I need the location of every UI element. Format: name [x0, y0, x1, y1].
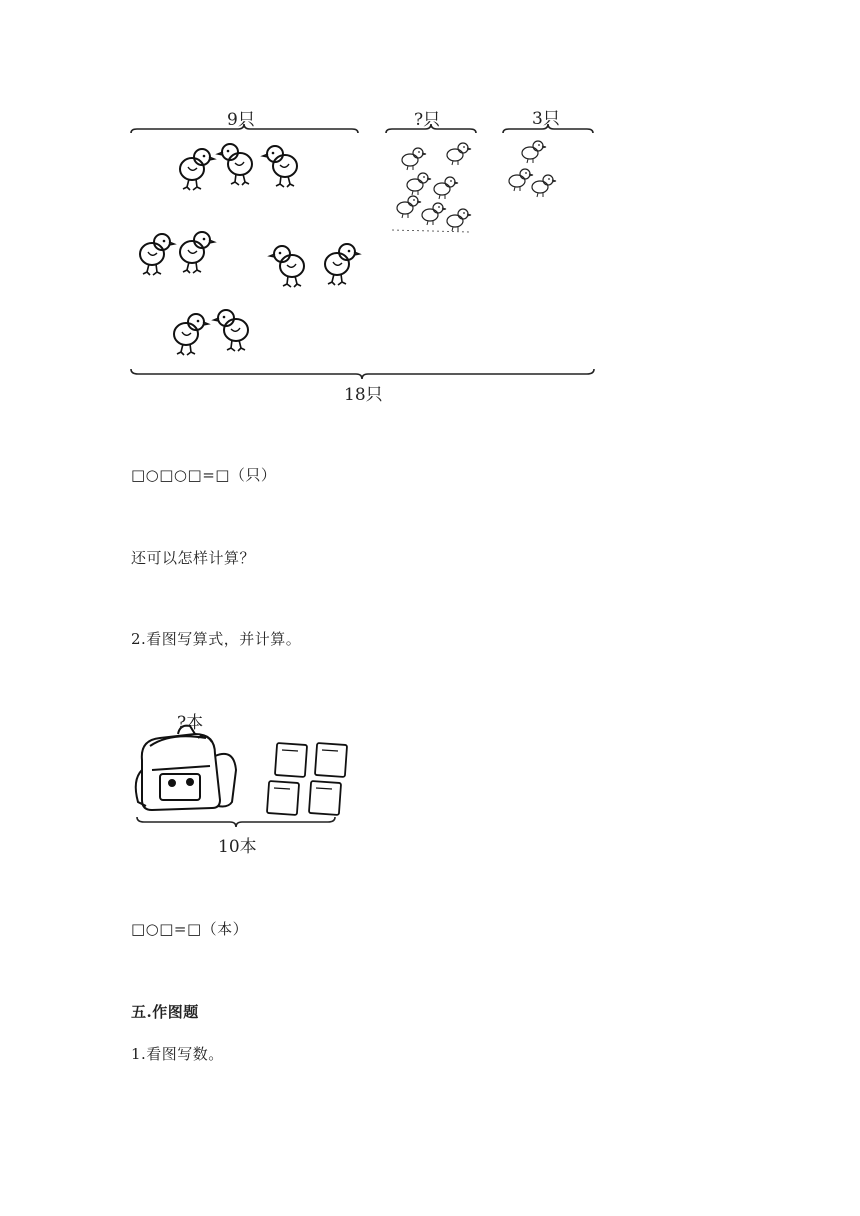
equation-blank-1: □○□○□=□（只）	[131, 466, 277, 484]
backpack-figure	[0, 690, 420, 870]
count-label-total: 18只	[344, 385, 383, 405]
chick-figure	[0, 0, 860, 420]
equation-blank-2: □○□=□（本）	[131, 920, 249, 938]
question-other-method: 还可以怎样计算？	[131, 549, 256, 567]
section-5-heading: 五.作图题	[131, 1003, 199, 1021]
book-count-unknown: ?本	[177, 713, 204, 733]
count-label-9: 9只	[227, 110, 255, 130]
backpack-icon	[136, 726, 236, 810]
count-label-unknown: ?只	[414, 110, 441, 130]
problem-5-1: 1.看图写数。	[131, 1045, 224, 1063]
chick-figure-drawing	[0, 0, 860, 420]
book-count-total: 10本	[218, 837, 257, 857]
backpack-figure-drawing	[0, 690, 420, 870]
count-label-3: 3只	[532, 109, 560, 129]
problem-2-heading: 2.看图写算式，并计算。	[131, 630, 302, 648]
